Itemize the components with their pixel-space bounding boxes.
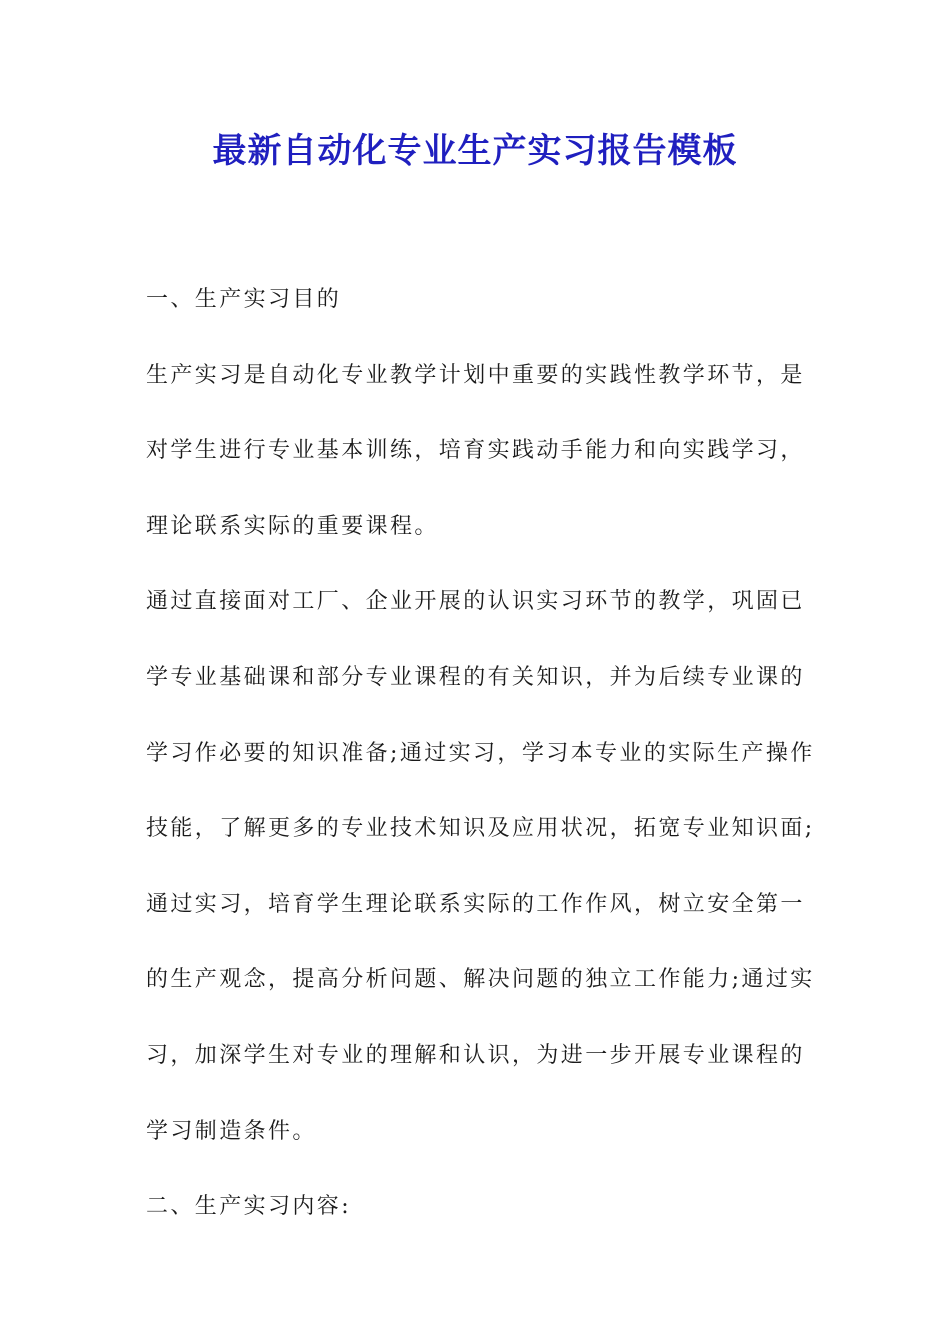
paragraph-line: 学专业基础课和部分专业课程的有关知识，并为后续专业课的 xyxy=(146,664,805,690)
paragraph-line: 学习制造条件。 xyxy=(146,1118,317,1144)
section-heading-content: 二、生产实习内容: xyxy=(146,1194,352,1220)
document-title: 最新自动化专业生产实习报告模板 xyxy=(212,131,738,171)
paragraph-line: 习，加深学生对专业的理解和认识，为进一步开展专业课程的 xyxy=(146,1042,805,1068)
document-body xyxy=(146,262,816,1245)
paragraph-line: 理论联系实际的重要课程。 xyxy=(146,513,439,539)
paragraph-line: 学习作必要的知识准备;通过实习，学习本专业的实际生产操作 xyxy=(146,740,815,766)
paragraph-line: 技能，了解更多的专业技术知识及应用状况，拓宽专业知识面; xyxy=(146,816,815,842)
section-heading-purpose: 一、生产实习目的 xyxy=(146,287,342,312)
paragraph-line: 通过实习，培育学生理论联系实际的工作作风，树立安全第一 xyxy=(146,891,805,917)
paragraph-line: 生产实习是自动化专业教学计划中重要的实践性教学环节，是 xyxy=(146,362,805,388)
paragraph-line: 对学生进行专业基本训练，培育实践动手能力和向实践学习， xyxy=(146,438,805,464)
paragraph-line: 的生产观念，提高分析问题、解决问题的独立工作能力;通过实 xyxy=(146,967,815,993)
paragraph-line: 通过直接面对工厂、企业开展的认识实习环节的教学，巩固已 xyxy=(146,589,805,615)
